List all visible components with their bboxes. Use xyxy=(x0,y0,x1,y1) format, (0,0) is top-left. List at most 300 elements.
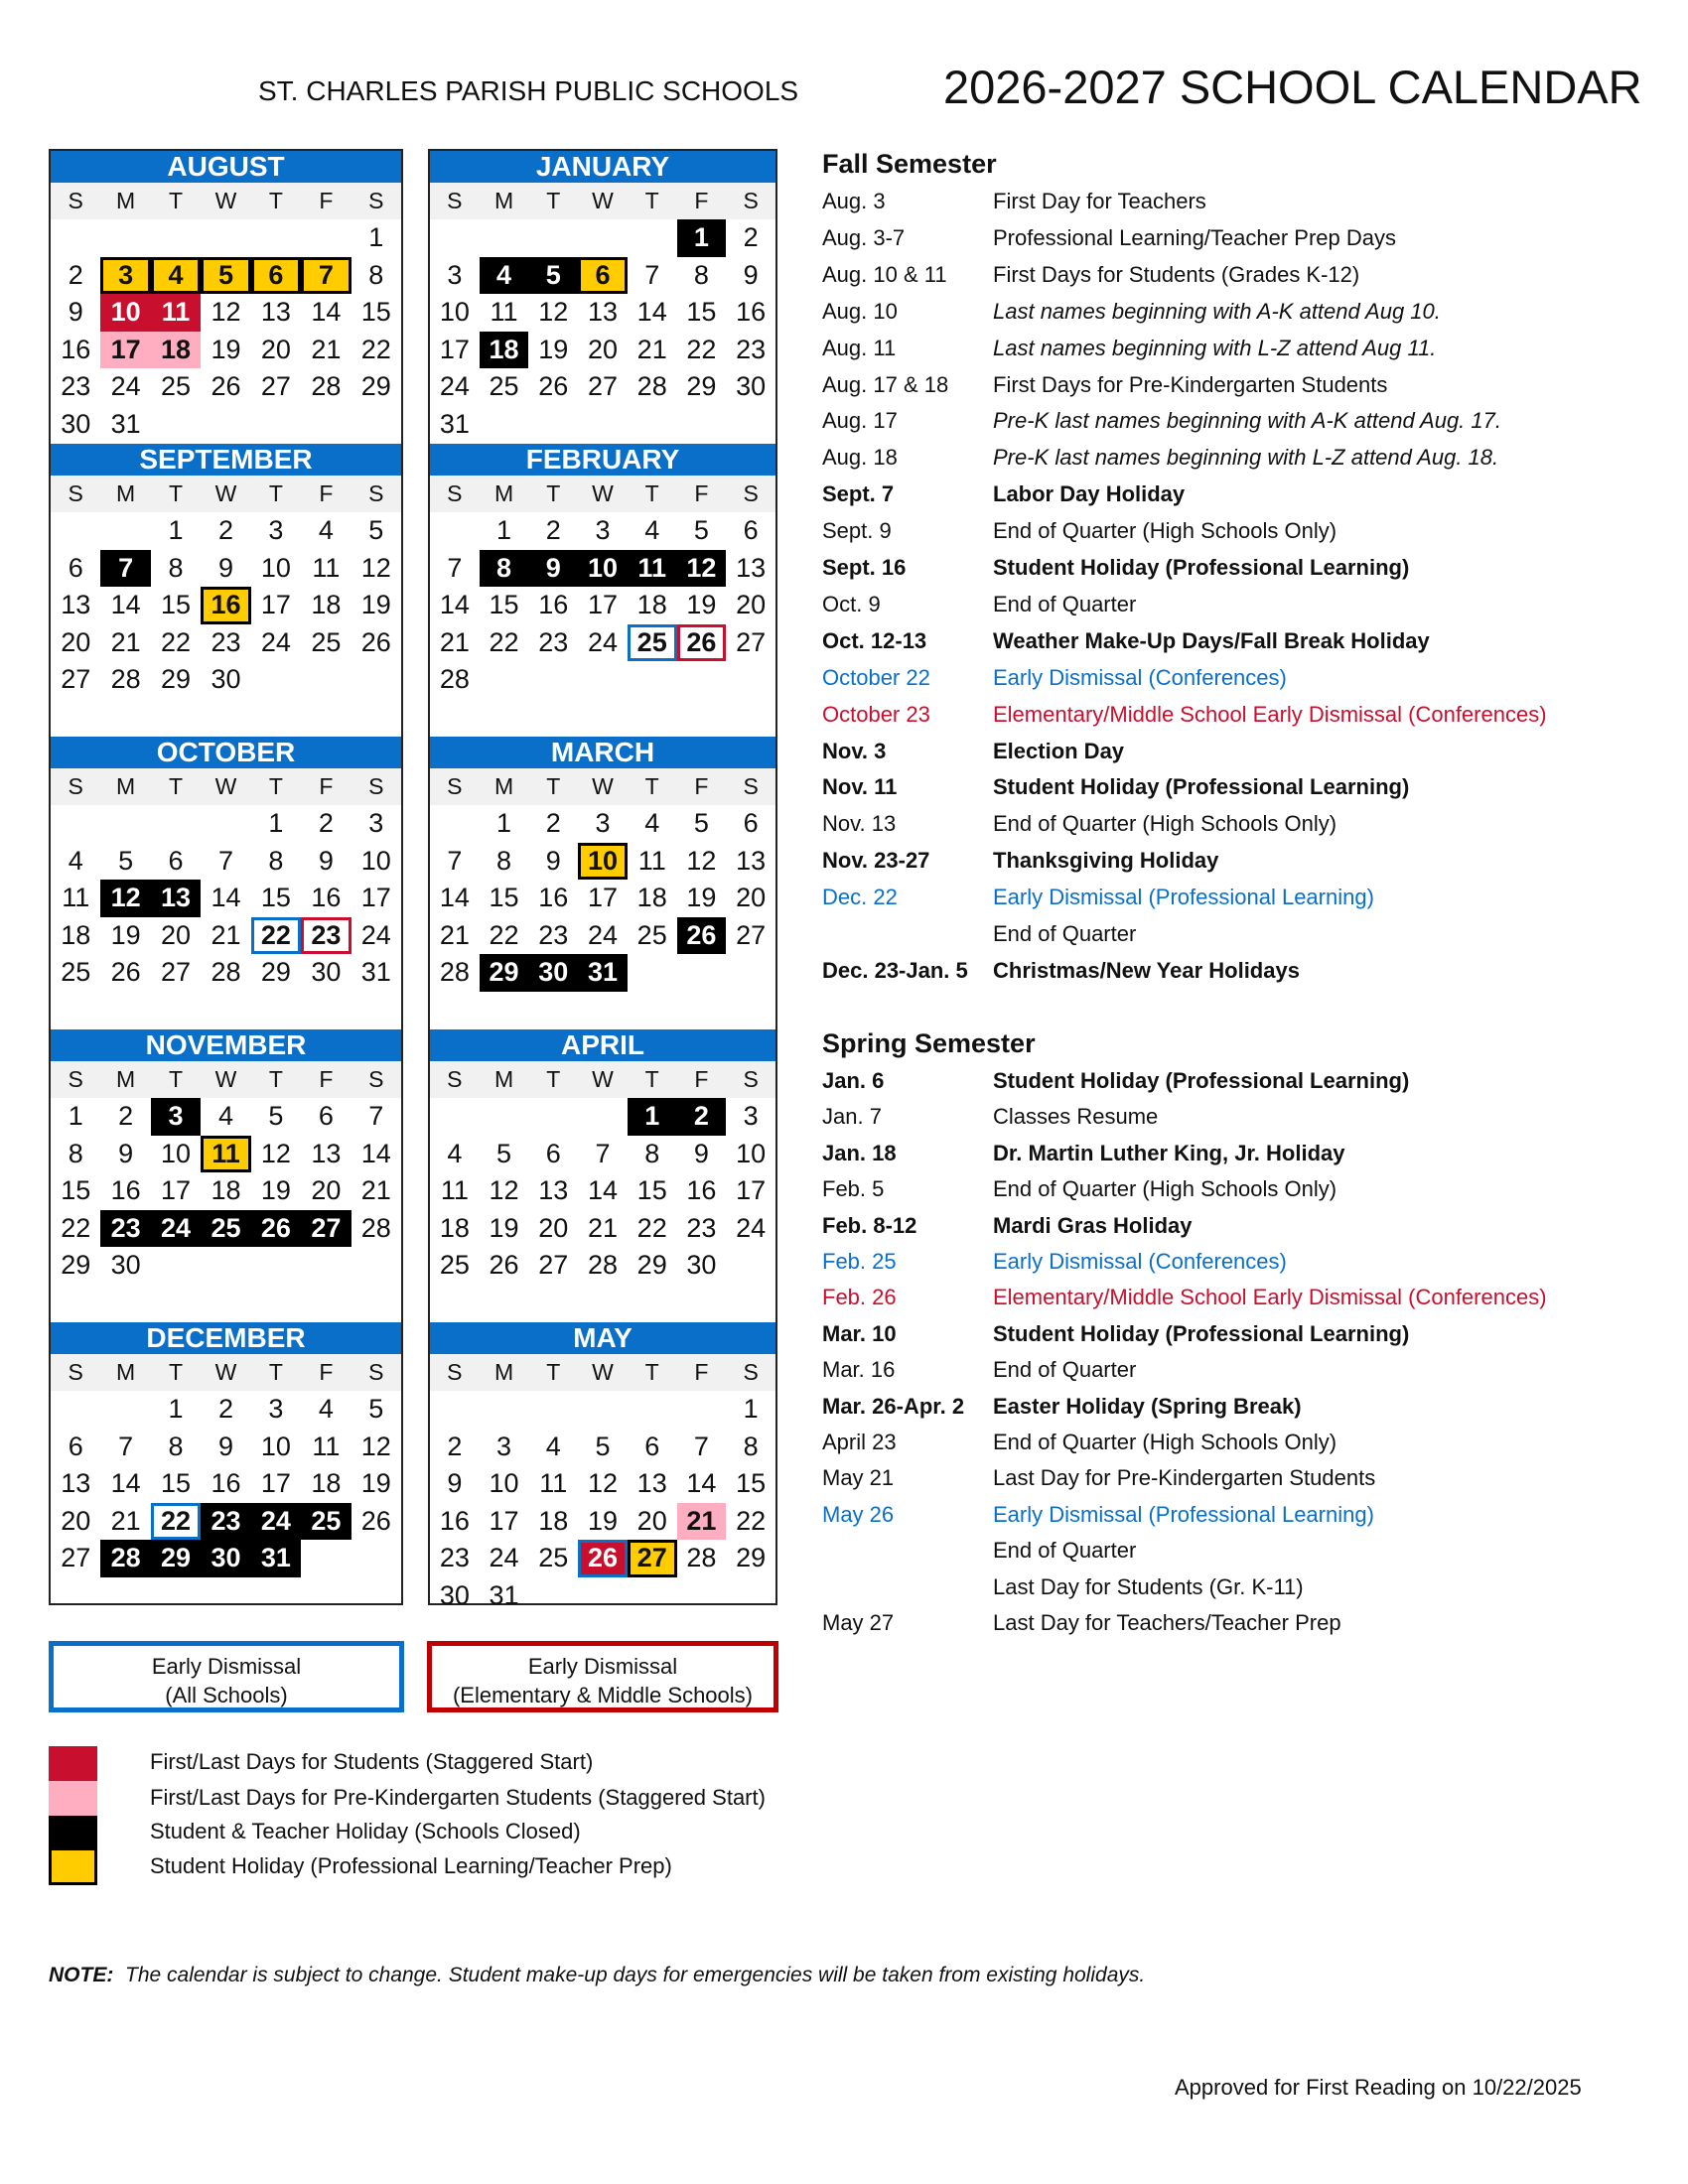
weekday-label: F xyxy=(319,1066,334,1092)
event-date: Jan. 7 xyxy=(822,1104,882,1130)
day-cell: 18 xyxy=(311,1468,342,1499)
empty-cell xyxy=(51,805,100,843)
day-cell: 9 xyxy=(447,1468,463,1499)
day-cell: 24 xyxy=(110,371,141,402)
day-cell: 22 xyxy=(360,334,391,364)
day-cell: 18 xyxy=(636,883,667,913)
day-cell: 1 xyxy=(677,219,727,257)
empty-cell xyxy=(100,805,150,843)
weekday-label: T xyxy=(644,480,659,506)
day-cell: 8 xyxy=(480,550,529,588)
weekday-label: W xyxy=(592,773,614,799)
day-cell: 1 xyxy=(628,1098,677,1136)
month-november xyxy=(51,1029,401,1322)
month-august xyxy=(51,151,401,444)
day-cell: 10 xyxy=(439,297,470,328)
day-cell: 19 xyxy=(110,919,141,950)
event-description: Thanksgiving Holiday xyxy=(993,848,1219,874)
empty-cell xyxy=(51,219,100,257)
weekday-label: S xyxy=(447,1066,463,1092)
day-cell: 21 xyxy=(587,1212,619,1243)
day-cell: 20 xyxy=(736,883,767,913)
weekday-header-row xyxy=(430,476,775,512)
day-cell: 1 xyxy=(368,222,384,252)
day-cell: 21 xyxy=(360,1175,391,1206)
day-cell: 31 xyxy=(439,408,470,439)
empty-cell xyxy=(51,512,100,550)
day-cell: 18 xyxy=(61,919,91,950)
weekday-label: S xyxy=(68,480,83,506)
day-cell: 14 xyxy=(686,1468,717,1499)
day-cell: 31 xyxy=(578,954,628,992)
empty-cell xyxy=(151,219,201,257)
empty-cell xyxy=(528,1098,578,1136)
weekday-header-row xyxy=(430,183,775,219)
day-cell: 18 xyxy=(480,332,529,369)
weekday-label: S xyxy=(743,480,759,506)
event-description: Weather Make-Up Days/Fall Break Holiday xyxy=(993,627,1430,653)
day-cell: 24 xyxy=(360,919,391,950)
month-september xyxy=(51,444,401,737)
day-cell: 2 xyxy=(217,1394,233,1424)
weekday-header-row xyxy=(51,1354,401,1391)
weekday-header-row xyxy=(51,183,401,219)
event-date: Oct. 9 xyxy=(822,591,881,616)
weekday-label: S xyxy=(743,1359,759,1385)
weekday-label: S xyxy=(368,480,384,506)
day-cell: 30 xyxy=(736,371,767,402)
weekday-label: S xyxy=(368,1359,384,1385)
day-cell: 17 xyxy=(161,1175,192,1206)
day-cell: 11 xyxy=(440,1175,469,1206)
day-cell: 7 xyxy=(217,845,233,876)
event-date: Aug. 11 xyxy=(822,335,897,360)
day-cell: 30 xyxy=(201,1540,250,1577)
day-cell: 8 xyxy=(368,259,384,290)
day-cell: 28 xyxy=(110,664,141,695)
empty-cell xyxy=(480,1098,529,1136)
day-cell: 24 xyxy=(251,1503,301,1541)
day-cell: 10 xyxy=(260,1431,291,1461)
day-cell: 3 xyxy=(100,257,150,295)
empty-cell xyxy=(628,219,677,257)
day-grid xyxy=(430,1098,775,1285)
day-cell: 5 xyxy=(368,515,384,545)
day-cell: 9 xyxy=(693,1138,709,1168)
day-cell: 17 xyxy=(736,1175,767,1206)
day-cell: 11 xyxy=(539,1468,568,1499)
day-cell: 21 xyxy=(110,1505,141,1536)
event-description: Christmas/New Year Holidays xyxy=(993,957,1300,983)
weekday-label: T xyxy=(546,480,561,506)
day-cell: 18 xyxy=(439,1212,470,1243)
event-description: End of Quarter (High Schools Only) xyxy=(993,811,1337,837)
note-text: The calendar is subject to change. Student make-up days for emergencies will be taken from existing holidays. xyxy=(125,1964,1146,1986)
month-january xyxy=(430,151,775,444)
day-cell: 13 xyxy=(736,552,767,583)
event-description: Last Day for Students (Gr. K-11) xyxy=(993,1573,1304,1599)
event-date: Mar. 10 xyxy=(822,1320,897,1346)
empty-cell xyxy=(100,219,150,257)
day-cell: 29 xyxy=(260,957,291,988)
day-cell: 8 xyxy=(68,1138,83,1168)
day-cell: 17 xyxy=(587,883,619,913)
day-cell: 23 xyxy=(100,1210,150,1248)
weekday-label: T xyxy=(169,1359,184,1385)
weekday-label: S xyxy=(68,1359,83,1385)
weekday-label: T xyxy=(169,480,184,506)
month-header: DECEMBER xyxy=(51,1322,401,1354)
day-cell: 4 xyxy=(68,845,83,876)
day-cell: 8 xyxy=(693,259,709,290)
day-cell: 30 xyxy=(61,408,91,439)
day-cell: 19 xyxy=(360,590,391,620)
weekday-label: M xyxy=(116,1359,136,1385)
weekday-label: F xyxy=(319,773,334,799)
event-date: Sept. 9 xyxy=(822,518,892,544)
day-cell: 7 xyxy=(447,552,463,583)
weekday-label: T xyxy=(169,773,184,799)
day-cell: 4 xyxy=(318,1394,334,1424)
day-cell: 15 xyxy=(489,883,519,913)
day-cell: 28 xyxy=(439,957,470,988)
legend-box-line2: (Elementary & Middle Schools) xyxy=(452,1683,753,1707)
approval-note: Approved for First Reading on 10/22/2025 xyxy=(1175,2075,1582,2100)
day-cell: 25 xyxy=(61,957,91,988)
day-cell: 20 xyxy=(636,1505,667,1536)
event-description: Dr. Martin Luther King, Jr. Holiday xyxy=(993,1140,1345,1165)
empty-cell xyxy=(251,219,301,257)
day-cell: 13 xyxy=(736,845,767,876)
day-cell: 14 xyxy=(110,1468,141,1499)
weekday-header-row xyxy=(430,1354,775,1391)
day-cell: 24 xyxy=(587,626,619,657)
day-cell: 2 xyxy=(68,259,83,290)
event-date: Feb. 8-12 xyxy=(822,1212,917,1238)
event-date: Jan. 6 xyxy=(822,1068,885,1093)
weekday-label: M xyxy=(116,480,136,506)
day-cell: 25 xyxy=(301,1503,351,1541)
day-cell: 9 xyxy=(217,552,233,583)
day-cell: 17 xyxy=(439,334,470,364)
day-cell: 31 xyxy=(360,957,391,988)
day-cell: 10 xyxy=(260,552,291,583)
event-date: Nov. 13 xyxy=(822,811,897,837)
event-description: End of Quarter xyxy=(993,591,1137,616)
weekday-label: T xyxy=(268,1066,283,1092)
day-cell: 2 xyxy=(545,808,561,838)
day-cell: 19 xyxy=(211,334,241,364)
day-cell: 16 xyxy=(538,883,569,913)
weekday-label: T xyxy=(644,1066,659,1092)
day-cell: 13 xyxy=(151,880,201,917)
event-date: Feb. 26 xyxy=(822,1285,897,1310)
event-date: Jan. 18 xyxy=(822,1140,897,1165)
weekday-label: S xyxy=(368,188,384,213)
day-cell: 29 xyxy=(480,954,529,992)
day-cell: 3 xyxy=(151,1098,201,1136)
day-cell: 2 xyxy=(318,808,334,838)
empty-cell xyxy=(628,1391,677,1429)
day-cell: 26 xyxy=(110,957,141,988)
day-cell: 27 xyxy=(260,371,291,402)
day-cell: 21 xyxy=(439,626,470,657)
day-cell: 1 xyxy=(168,1394,184,1424)
event-description: Student Holiday (Professional Learning) xyxy=(993,555,1410,580)
day-cell: 24 xyxy=(439,371,470,402)
day-cell: 8 xyxy=(644,1138,660,1168)
event-date: Sept. 16 xyxy=(822,555,907,580)
day-cell: 25 xyxy=(538,1543,569,1573)
footer-note xyxy=(49,1964,1145,1987)
day-cell: 3 xyxy=(595,808,611,838)
weekday-label: F xyxy=(694,480,709,506)
day-cell: 16 xyxy=(736,297,767,328)
day-cell: 30 xyxy=(211,664,241,695)
weekday-label: T xyxy=(268,1359,283,1385)
event-description: Early Dismissal (Conferences) xyxy=(993,664,1287,690)
event-date: April 23 xyxy=(822,1430,897,1454)
day-cell: 15 xyxy=(360,297,391,328)
day-cell: 16 xyxy=(311,883,342,913)
event-date: Mar. 16 xyxy=(822,1357,896,1383)
day-cell: 15 xyxy=(260,883,291,913)
day-grid xyxy=(51,512,401,699)
day-cell: 20 xyxy=(61,626,91,657)
day-cell: 29 xyxy=(151,1540,201,1577)
day-cell: 29 xyxy=(636,1250,667,1281)
event-date: Feb. 5 xyxy=(822,1176,885,1202)
empty-cell xyxy=(430,1391,480,1429)
day-cell: 1 xyxy=(268,808,284,838)
day-cell: 28 xyxy=(311,371,342,402)
event-date: Sept. 7 xyxy=(822,481,895,507)
day-cell: 2 xyxy=(545,515,561,545)
day-cell: 23 xyxy=(301,917,351,955)
day-grid xyxy=(51,805,401,992)
day-cell: 6 xyxy=(68,552,83,583)
day-cell: 13 xyxy=(61,1468,91,1499)
event-date: Oct. 12-13 xyxy=(822,627,927,653)
day-cell: 12 xyxy=(100,880,150,917)
empty-cell xyxy=(430,512,480,550)
day-cell: 16 xyxy=(211,1468,241,1499)
event-date: Aug. 10 xyxy=(822,298,898,324)
event-description: Labor Day Holiday xyxy=(993,481,1186,507)
empty-cell xyxy=(201,219,250,257)
spring-semester-heading: Spring Semester xyxy=(822,1028,1036,1058)
day-cell: 14 xyxy=(360,1138,391,1168)
event-date: October 22 xyxy=(822,664,930,690)
day-cell: 6 xyxy=(578,257,628,295)
day-cell: 16 xyxy=(61,334,91,364)
weekday-label: W xyxy=(214,1359,237,1385)
day-cell: 11 xyxy=(312,552,341,583)
day-cell: 10 xyxy=(489,1468,519,1499)
day-cell: 29 xyxy=(161,664,192,695)
weekday-label: S xyxy=(368,1066,384,1092)
day-cell: 8 xyxy=(168,1431,184,1461)
weekday-label: F xyxy=(319,1359,334,1385)
event-date: May 27 xyxy=(822,1610,895,1635)
day-cell: 9 xyxy=(318,845,334,876)
day-cell: 5 xyxy=(595,1431,611,1461)
day-grid xyxy=(51,1391,401,1577)
day-cell: 28 xyxy=(636,371,667,402)
event-description: End of Quarter (High Schools Only) xyxy=(993,1176,1337,1202)
event-description: Last names beginning with A-K attend Aug 10. xyxy=(993,298,1441,324)
event-description: Last names beginning with L-Z attend Aug 11. xyxy=(993,335,1437,360)
weekday-label: S xyxy=(743,1066,759,1092)
day-cell: 28 xyxy=(360,1212,391,1243)
day-cell: 27 xyxy=(587,371,619,402)
event-date: Dec. 22 xyxy=(822,885,898,910)
day-cell: 25 xyxy=(311,626,342,657)
weekday-label: M xyxy=(116,773,136,799)
day-cell: 19 xyxy=(538,334,569,364)
weekday-label: T xyxy=(644,188,659,213)
day-cell: 22 xyxy=(489,626,519,657)
day-cell: 4 xyxy=(545,1431,561,1461)
day-cell: 15 xyxy=(686,297,717,328)
day-cell: 23 xyxy=(211,626,241,657)
day-grid xyxy=(430,219,775,444)
weekday-label: T xyxy=(644,1359,659,1385)
day-cell: 7 xyxy=(644,259,660,290)
legend-box-line1: Early Dismissal xyxy=(151,1654,302,1679)
day-cell: 18 xyxy=(151,332,201,369)
day-cell: 1 xyxy=(496,808,512,838)
weekday-label: W xyxy=(214,480,237,506)
day-cell: 29 xyxy=(686,371,717,402)
calendar-column-right xyxy=(428,149,777,1610)
month-march xyxy=(430,737,775,1029)
day-cell: 31 xyxy=(110,408,141,439)
day-cell: 9 xyxy=(68,297,83,328)
day-cell: 6 xyxy=(251,257,301,295)
day-cell: 12 xyxy=(489,1175,519,1206)
day-cell: 19 xyxy=(587,1505,619,1536)
day-cell: 17 xyxy=(587,590,619,620)
day-cell: 14 xyxy=(587,1175,619,1206)
event-description: First Day for Teachers xyxy=(993,189,1206,213)
weekday-label: S xyxy=(743,773,759,799)
weekday-label: W xyxy=(592,480,614,506)
day-cell: 28 xyxy=(211,957,241,988)
event-description: End of Quarter (High Schools Only) xyxy=(993,518,1337,544)
month-april xyxy=(430,1029,775,1322)
day-cell: 14 xyxy=(439,883,470,913)
day-cell: 26 xyxy=(211,371,241,402)
event-date: Nov. 3 xyxy=(822,738,887,763)
day-cell: 13 xyxy=(61,590,91,620)
event-date: Aug. 3 xyxy=(822,189,886,213)
weekday-label: T xyxy=(169,188,184,213)
day-cell: 8 xyxy=(743,1431,759,1461)
day-cell: 30 xyxy=(110,1250,141,1281)
weekday-label: W xyxy=(214,188,237,213)
legend-item: First/Last Days for Pre-Kindergarten Students (Staggered Start) xyxy=(150,1785,766,1810)
event-date: Feb. 25 xyxy=(822,1249,897,1274)
day-grid xyxy=(430,512,775,699)
weekday-label: S xyxy=(447,480,463,506)
day-cell: 11 xyxy=(312,1431,341,1461)
day-cell: 7 xyxy=(595,1138,611,1168)
weekday-label: T xyxy=(268,480,283,506)
month-header: SEPTEMBER xyxy=(51,444,401,476)
day-cell: 2 xyxy=(447,1431,463,1461)
day-cell: 12 xyxy=(587,1468,619,1499)
day-cell: 4 xyxy=(318,515,334,545)
day-cell: 7 xyxy=(447,845,463,876)
month-may xyxy=(430,1322,775,1615)
day-cell: 5 xyxy=(496,1138,512,1168)
day-cell: 13 xyxy=(311,1138,342,1168)
day-cell: 26 xyxy=(677,917,727,955)
weekday-label: F xyxy=(319,480,334,506)
day-cell: 26 xyxy=(538,371,569,402)
day-cell: 3 xyxy=(496,1431,512,1461)
day-cell: 25 xyxy=(161,371,192,402)
weekday-label: F xyxy=(694,1066,709,1092)
weekday-label: S xyxy=(368,773,384,799)
day-cell: 19 xyxy=(489,1212,519,1243)
day-cell: 13 xyxy=(636,1468,667,1499)
day-cell: 16 xyxy=(439,1505,470,1536)
event-date: Nov. 11 xyxy=(822,774,898,800)
day-cell: 16 xyxy=(686,1175,717,1206)
empty-cell xyxy=(430,805,480,843)
month-october xyxy=(51,737,401,1029)
legend-early-dismissal-elem-middle xyxy=(427,1641,778,1712)
day-cell: 23 xyxy=(736,334,767,364)
weekday-label: M xyxy=(493,1066,514,1092)
day-cell: 2 xyxy=(118,1101,134,1131)
day-cell: 31 xyxy=(251,1540,301,1577)
weekday-label: S xyxy=(743,188,759,213)
day-cell: 23 xyxy=(61,371,91,402)
event-description: End of Quarter (High Schools Only) xyxy=(993,1430,1337,1454)
day-cell: 4 xyxy=(447,1138,463,1168)
day-cell: 22 xyxy=(489,919,519,950)
day-cell: 10 xyxy=(360,845,391,876)
day-cell: 15 xyxy=(161,590,192,620)
day-cell: 27 xyxy=(301,1210,351,1248)
event-description: Early Dismissal (Conferences) xyxy=(993,1249,1287,1274)
day-cell: 16 xyxy=(110,1175,141,1206)
day-cell: 19 xyxy=(686,590,717,620)
day-cell: 29 xyxy=(61,1250,91,1281)
day-cell: 22 xyxy=(151,1503,201,1541)
day-cell: 20 xyxy=(61,1505,91,1536)
day-cell: 28 xyxy=(100,1540,150,1577)
swatch-prek-first-last xyxy=(49,1781,97,1816)
day-cell: 1 xyxy=(68,1101,83,1131)
day-cell: 8 xyxy=(268,845,284,876)
day-cell: 1 xyxy=(743,1394,759,1424)
day-cell: 21 xyxy=(211,919,241,950)
day-cell: 22 xyxy=(61,1212,91,1243)
day-cell: 15 xyxy=(61,1175,91,1206)
weekday-label: F xyxy=(694,188,709,213)
empty-cell xyxy=(480,219,529,257)
day-cell: 20 xyxy=(736,590,767,620)
day-cell: 12 xyxy=(211,297,241,328)
day-cell: 27 xyxy=(736,626,767,657)
day-cell: 25 xyxy=(636,919,667,950)
day-cell: 10 xyxy=(578,843,628,881)
event-description: Last Day for Teachers/Teacher Prep xyxy=(993,1610,1341,1635)
